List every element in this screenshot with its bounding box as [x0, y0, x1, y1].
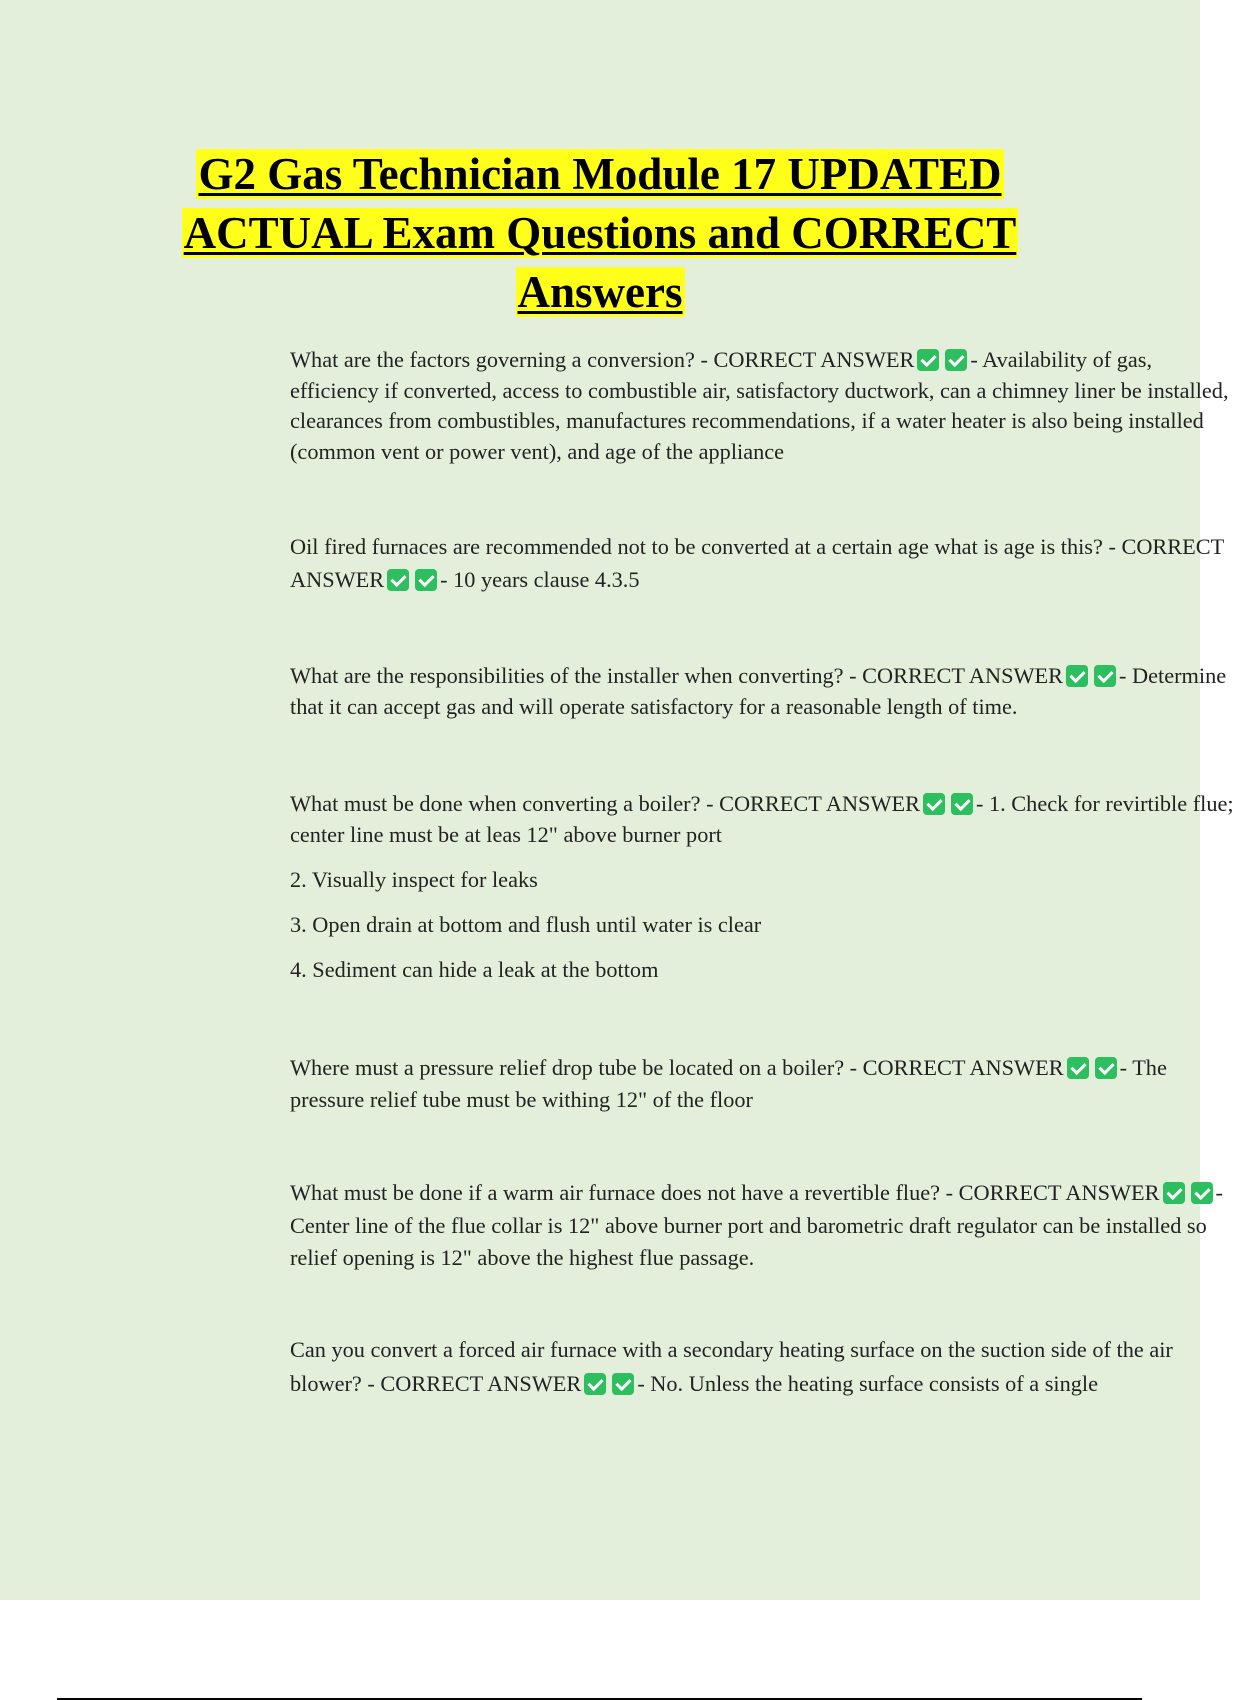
answer-label: CORRECT ANSWER — [862, 1055, 1064, 1080]
question-text: What are the responsibilities of the installer when converting? — [290, 663, 844, 688]
answer-label: CORRECT ANSWER — [380, 1371, 582, 1396]
answer-step: 2. Visually inspect for leaks — [290, 867, 538, 892]
document-title-text: G2 Gas Technician Module 17 UPDATED ACTUAL Exam Questions and CORRECT Answers — [183, 149, 1017, 317]
checkmark-icon — [612, 1373, 634, 1395]
checkmark-icon — [1191, 1182, 1213, 1204]
separator: - — [361, 1371, 381, 1396]
checkmark-icon — [1095, 1057, 1117, 1079]
separator: - — [1102, 534, 1122, 559]
checkmark-icon — [584, 1373, 606, 1395]
separator: - — [700, 791, 720, 816]
checkmark-icon — [1094, 665, 1116, 687]
answer-text: - 1. Check for revirtible flue; center line must be at leas 12" above burner port — [290, 791, 1234, 847]
answer-label: CORRECT ANSWER — [290, 534, 1224, 592]
qa-item — [290, 660, 1235, 722]
qa-item — [290, 530, 1235, 596]
checkmark-icon — [923, 793, 945, 815]
answer-text: - Determine that it can accept gas and will operate satisfactory for a reasonable length of time. — [290, 663, 1227, 719]
question-text: What must be done if a warm air furnace does not have a revertible flue? — [290, 1180, 941, 1205]
question-text: What must be done when converting a boiler? — [290, 791, 701, 816]
checkmark-icon — [951, 793, 973, 815]
qa-text — [290, 660, 1235, 722]
separator: - — [694, 347, 714, 372]
checkmark-icon — [917, 349, 939, 371]
qa-item — [290, 345, 1235, 467]
qa-item — [290, 1333, 1235, 1401]
checkmark-icon — [945, 349, 967, 371]
checkmark-icon — [1066, 665, 1088, 687]
separator: - — [940, 1180, 959, 1205]
answer-text: - The pressure relief tube must be withing 12" of the floor — [290, 1055, 1167, 1112]
answer-step: 3. Open drain at bottom and flush until water is clear — [290, 912, 762, 937]
checkmark-icon — [387, 569, 409, 591]
answer-text: - No. Unless the heating surface consists of a single — [637, 1371, 1099, 1396]
qa-item — [290, 788, 1235, 985]
separator: - — [843, 663, 863, 688]
question-text: Where must a pressure relief drop tube be located on a boiler? — [290, 1055, 845, 1080]
question-text: Oil fired furnaces are recommended not to be converted at a certain age what is age is this? — [290, 534, 1103, 559]
document-title — [120, 145, 1080, 322]
separator: - — [844, 1055, 863, 1080]
checkmark-icon — [1067, 1057, 1089, 1079]
answer-label: CORRECT ANSWER — [958, 1180, 1160, 1205]
qa-text — [290, 1333, 1235, 1401]
answer-label: CORRECT ANSWER — [719, 791, 920, 816]
question-text: What are the factors governing a conversion? — [290, 347, 695, 372]
checkmark-icon — [415, 569, 437, 591]
answer-text: - Center line of the flue collar is 12" above burner port and barometric draft regulator can be installed so relief opening is 12" above the highest flue passage. — [290, 1180, 1223, 1270]
checkmark-icon — [1163, 1182, 1185, 1204]
answer-label: CORRECT ANSWER — [713, 347, 915, 372]
qa-text — [290, 788, 1235, 850]
qa-text — [290, 530, 1235, 596]
answer-label: CORRECT ANSWER — [862, 663, 1064, 688]
answer-step: 4. Sediment can hide a leak at the bottom — [290, 957, 659, 982]
answer-text: - Availability of gas, efficiency if converted, access to combustible air, satisfactory ductwork, can a chimney liner be installed, clearances from combustibles, manufactures recommendations, if a water heater is also being installed (common vent or power vent), and age of the appliance — [290, 347, 1229, 464]
qa-text — [290, 345, 1235, 467]
qa-text — [290, 1177, 1235, 1275]
answer-text: - 10 years clause 4.3.5 — [440, 567, 640, 592]
qa-text — [290, 1052, 1235, 1116]
question-text: Can you convert a forced air furnace with a secondary heating surface on the suction side of the air blower? — [290, 1337, 1173, 1396]
qa-item — [290, 1177, 1235, 1275]
qa-item — [290, 1052, 1235, 1116]
